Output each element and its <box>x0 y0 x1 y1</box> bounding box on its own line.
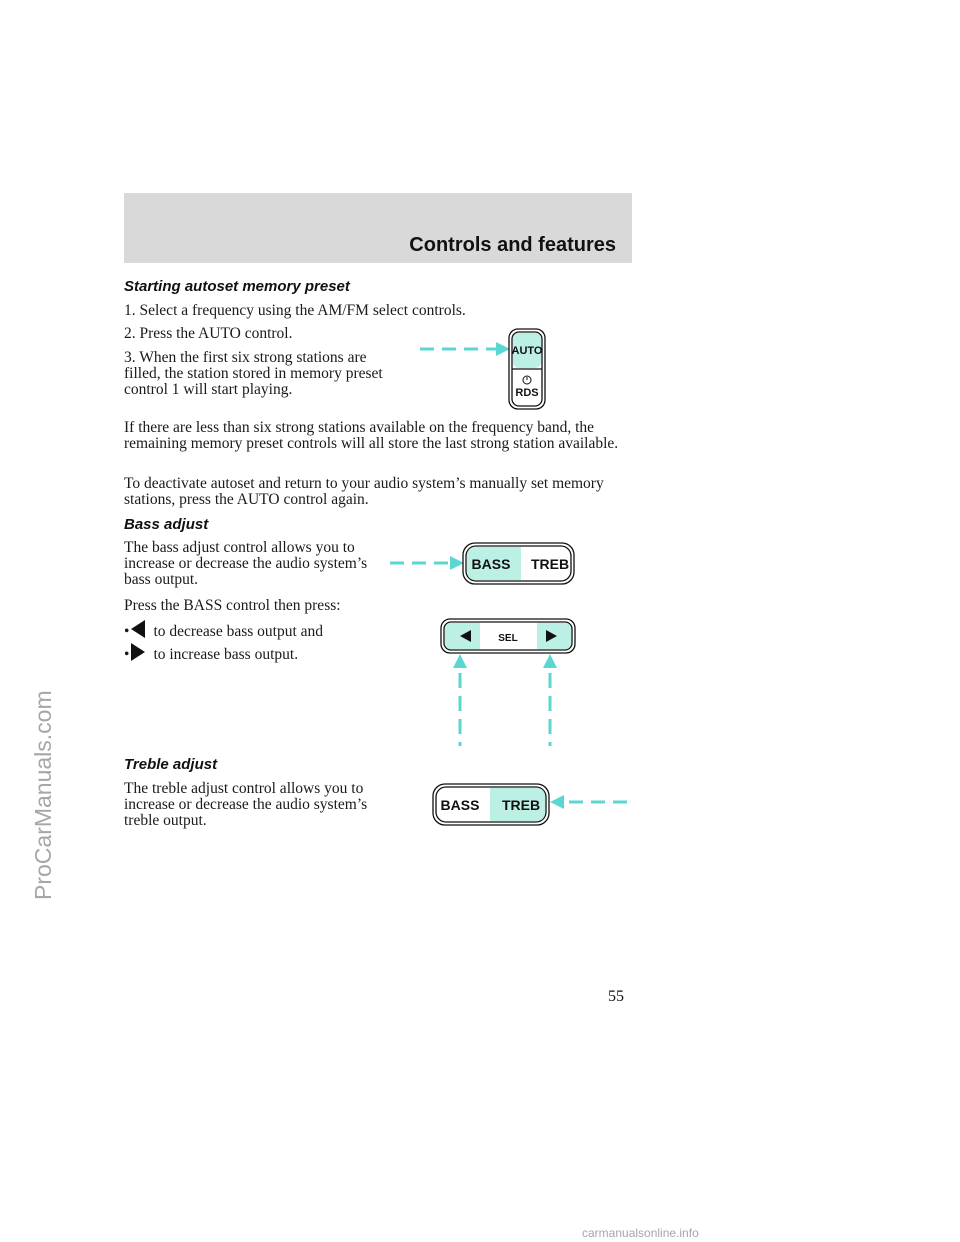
sel-button-label: SEL <box>498 633 518 644</box>
footer-watermark: carmanualsonline.info <box>582 1226 699 1240</box>
autoset-step-3: 3. When the first six strong stations are filled, the station stored in memory preset control 1 will start playing. <box>124 349 383 398</box>
autoset-step-1: 1. Select a frequency using the AM/FM select controls. <box>124 302 466 319</box>
auto-button-label: AUTO <box>511 345 543 357</box>
auto-callout-arrow-head <box>496 342 510 356</box>
header-band <box>124 193 632 263</box>
side-watermark: ProCarManuals.com <box>30 690 56 900</box>
treble-heading: Treble adjust <box>124 756 218 773</box>
treb-control-figure <box>432 783 632 827</box>
bullet-dot: • <box>124 646 130 663</box>
treb-button-label: TREB <box>501 797 541 813</box>
sel-control-figure <box>440 618 578 750</box>
autoset-paragraph-1: If there are less than six strong stations available on the frequency band, the remaining memory preset controls will all store the last strong station available. <box>124 419 619 452</box>
rds-button-label: RDS <box>515 387 539 399</box>
bass-heading: Bass adjust <box>124 516 209 533</box>
autoset-step-2: 2. Press the AUTO control. <box>124 325 293 342</box>
bass-button-label: BASS <box>471 556 511 572</box>
bass-button-label: BASS <box>440 797 480 813</box>
auto-rds-control-figure <box>418 328 548 412</box>
autoset-paragraph-2: To deactivate autoset and return to your audio system’s manually set memory stations, press the AUTO control again. <box>124 475 604 508</box>
bullet-dot: • <box>124 623 130 640</box>
bass-treb-control-figure <box>388 542 576 586</box>
treb-button-label: TREB <box>530 556 570 572</box>
right-callout-arrow-head <box>543 654 557 668</box>
bass-bullet-decrease-text: to decrease bass output and <box>153 623 324 640</box>
left-callout-arrow-head <box>453 654 467 668</box>
page-number: 55 <box>608 988 624 1005</box>
treb-callout-arrow-head <box>550 795 564 809</box>
autoset-heading: Starting autoset memory preset <box>124 278 350 295</box>
bass-bullet-increase <box>124 643 298 663</box>
treble-paragraph-1: The treble adjust control allows you to increase or decrease the audio system’s treble output. <box>124 780 368 829</box>
bass-bullet-increase-text: to increase bass output. <box>153 646 299 663</box>
bass-callout-arrow-head <box>450 556 464 570</box>
page-header-title: Controls and features <box>409 234 616 256</box>
bass-paragraph-1: The bass adjust control allows you to increase or decrease the audio system’s bass output. <box>124 539 368 588</box>
bass-bullet-decrease <box>124 620 323 640</box>
left-arrow-icon <box>131 620 145 638</box>
bass-paragraph-2: Press the BASS control then press: <box>124 597 341 614</box>
right-arrow-icon <box>131 643 145 661</box>
